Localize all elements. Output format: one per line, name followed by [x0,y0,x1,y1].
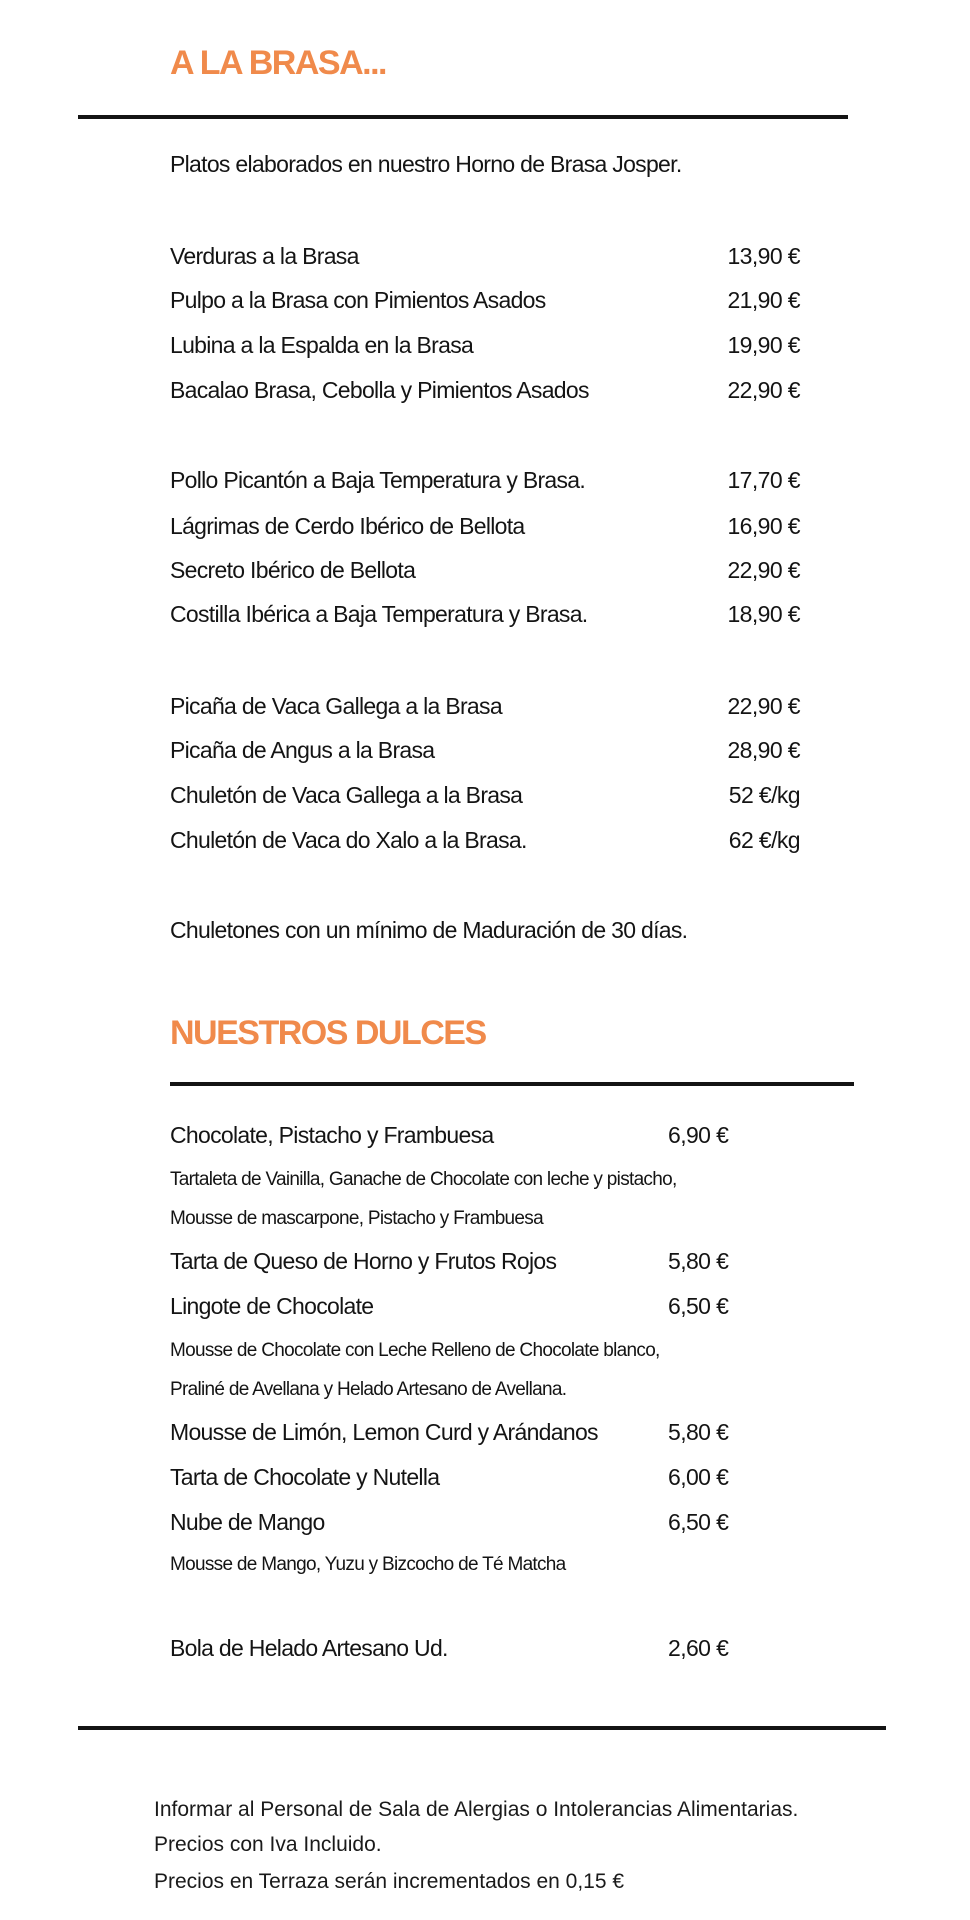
dessert-price: 5,80 € [668,1248,729,1274]
menu-item-name: Picaña de Angus a la Brasa [170,737,435,763]
divider-dulces [170,1082,854,1086]
menu-item-price: 22,90 € [727,693,800,719]
dessert-price: 6,50 € [668,1293,729,1319]
menu-item-name: Pulpo a la Brasa con Pimientos Asados [170,287,546,313]
dessert-description: Mousse de Chocolate con Leche Relleno de Chocolate blanco, [170,1340,660,1361]
menu-item-price: 18,90 € [727,601,800,627]
menu-item-price: 13,90 € [727,243,800,269]
menu-item-name: Chuletón de Vaca do Xalo a la Brasa. [170,827,527,853]
dessert-name: Lingote de Chocolate [170,1293,374,1319]
menu-item-name: Bacalao Brasa, Cebolla y Pimientos Asados [170,377,589,403]
dessert-name: Mousse de Limón, Lemon Curd y Arándanos [170,1419,598,1445]
dessert-price: 6,90 € [668,1122,729,1148]
menu-item-price: 16,90 € [727,513,800,539]
dessert-name: Bola de Helado Artesano Ud. [170,1635,448,1661]
dessert-name: Tarta de Queso de Horno y Frutos Rojos [170,1248,557,1274]
dessert-name: Nube de Mango [170,1509,325,1535]
menu-item-name: Costilla Ibérica a Baja Temperatura y Brasa. [170,601,588,627]
divider-footer [78,1726,886,1730]
dessert-description: Mousse de Mango, Yuzu y Bizcocho de Té Matcha [170,1554,566,1575]
menu-item-price: 19,90 € [727,332,800,358]
dessert-description: Praliné de Avellana y Helado Artesano de Avellana. [170,1379,567,1400]
dessert-price: 2,60 € [668,1635,729,1661]
menu-item-name: Chuletón de Vaca Gallega a la Brasa [170,782,523,808]
footer-allergy-note: Informar al Personal de Sala de Alergias o Intolerancias Alimentarias. [154,1798,799,1821]
footer-iva-note: Precios con Iva Incluido. [154,1833,382,1856]
footer-terrace-note: Precios en Terraza serán incrementados en 0,15 € [154,1870,625,1893]
dessert-price: 6,00 € [668,1464,729,1490]
dessert-price: 5,80 € [668,1419,729,1445]
divider-brasa [78,115,848,119]
brasa-intro: Platos elaborados en nuestro Horno de Brasa Josper. [170,151,682,177]
section-title-dulces: NUESTROS DULCES [170,1014,486,1052]
menu-item-price: 28,90 € [727,737,800,763]
dessert-name: Tarta de Chocolate y Nutella [170,1464,440,1490]
menu-item-name: Lágrimas de Cerdo Ibérico de Bellota [170,513,525,539]
menu-item-name: Lubina a la Espalda en la Brasa [170,332,474,358]
menu-item-name: Secreto Ibérico de Bellota [170,557,416,583]
dessert-price: 6,50 € [668,1509,729,1535]
maduracion-note: Chuletones con un mínimo de Maduración de 30 días. [170,917,688,943]
dessert-name: Chocolate, Pistacho y Frambuesa [170,1122,494,1148]
menu-item-name: Picaña de Vaca Gallega a la Brasa [170,693,502,719]
menu-item-price: 17,70 € [727,467,800,493]
section-title-brasa: A LA BRASA... [170,44,386,82]
dessert-description: Mousse de mascarpone, Pistacho y Frambuesa [170,1208,543,1229]
menu-item-name: Pollo Picantón a Baja Temperatura y Brasa. [170,467,586,493]
dessert-description: Tartaleta de Vainilla, Ganache de Chocolate con leche y pistacho, [170,1169,677,1190]
menu-item-price: 22,90 € [727,377,800,403]
menu-item-price: 22,90 € [727,557,800,583]
menu-item-name: Verduras a la Brasa [170,243,359,269]
menu-item-price: 62 €/kg [728,827,800,853]
menu-item-price: 52 €/kg [728,782,800,808]
menu-item-price: 21,90 € [727,287,800,313]
